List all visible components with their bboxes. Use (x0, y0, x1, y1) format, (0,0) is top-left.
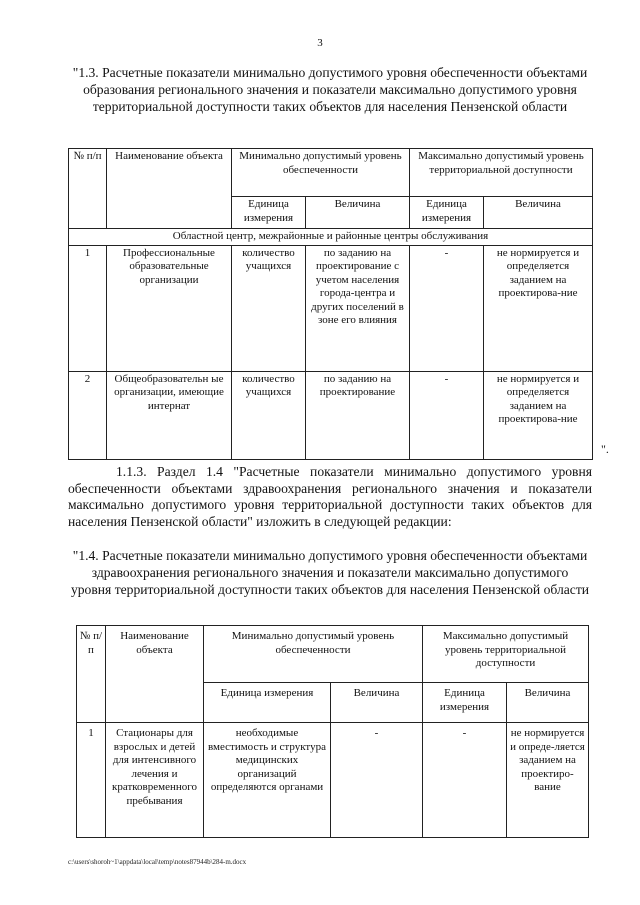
header-name: Наименование объекта (106, 626, 204, 723)
row-value-2: не нормируется и опреде-ляется заданием на проектиро-вание (507, 723, 589, 838)
header-value-2: Величина (484, 197, 593, 229)
header-unit-2: Единица измерения (423, 683, 507, 723)
page-number: 3 (317, 37, 323, 49)
row-unit-2: - (410, 371, 484, 459)
header-min-level: Минимально допустимый уровень обеспеченности (204, 626, 423, 683)
section-1-4-title: "1.4. Расчетные показатели минимально допустимого уровня обеспеченности объектами здравоохранения регионального значения и показатели максимально допустимого уровня территориальной доступности таких объектов для населения Пензенской области (70, 548, 590, 597)
row-unit-2: - (423, 723, 507, 838)
section-1-3-title: "1.3. Расчетные показатели минимально допустимого уровня обеспеченности объектами образования регионального значения и показатели максимально допустимого уровня территориальной доступности таких объектов для населения Пензенской области (72, 65, 588, 114)
amendment-paragraph: 1.1.3. Раздел 1.4 "Расчетные показатели минимально допустимого уровня обеспеченности объектами здравоохранения регионального значения и показатели максимально допустимого уровня территориальной доступности таких объектов для населения Пензенской области" изложить в следующей редакции: (68, 464, 592, 529)
header-min-level: Минимально допустимый уровень обеспеченности (232, 149, 410, 197)
row-value: по заданию на проектирование с учетом населения города-центра и других поселений в зоне его влияния (306, 245, 410, 371)
row-num: 1 (69, 245, 107, 371)
row-name: Стационары для взрослых и детей для интенсивного лечения и кратковременного пребывания (106, 723, 204, 838)
row-value: - (331, 723, 423, 838)
row-name: Общеобразовательн ые организации, имеющие интернат (107, 371, 232, 459)
row-unit: количество учащихся (232, 371, 306, 459)
closing-quote-mark: ". (601, 442, 609, 456)
row-num: 2 (69, 371, 107, 459)
table-row (69, 371, 593, 459)
header-unit: Единица измерения (204, 683, 331, 723)
education-table (68, 148, 593, 460)
healthcare-table (76, 625, 589, 838)
footer-file-path: c:\users\shoroh~1\appdata\local\temp\notes87944b\284-m.docx (68, 858, 247, 866)
header-unit-2: Единица измерения (410, 197, 484, 229)
table-group-row (69, 229, 593, 246)
row-value-2: не нормируется и определяется заданием на проектирова-ние (484, 245, 593, 371)
table-header-row (69, 149, 593, 197)
header-value-2: Величина (507, 683, 589, 723)
header-unit: Единица измерения (232, 197, 306, 229)
row-unit: необходимые вместимость и структура медицинских организаций определяются органами (204, 723, 331, 838)
header-value: Величина (306, 197, 410, 229)
header-num: № п/п (77, 626, 106, 723)
header-num: № п/п (69, 149, 107, 229)
header-max-level: Максимально допустимый уровень территориальной доступности (423, 626, 589, 683)
row-unit-2: - (410, 245, 484, 371)
group-row-label: Областной центр, межрайонные и районные центры обслуживания (69, 229, 593, 246)
table-row (77, 723, 589, 838)
header-name: Наименование объекта (107, 149, 232, 229)
row-value: по заданию на проектирование (306, 371, 410, 459)
row-value-2: не нормируется и определяется заданием на проектирова-ние (484, 371, 593, 459)
header-value: Величина (331, 683, 423, 723)
table-row (69, 245, 593, 371)
table-header-row (77, 626, 589, 683)
row-num: 1 (77, 723, 106, 838)
header-max-level: Максимально допустимый уровень территориальной доступности (410, 149, 593, 197)
row-unit: количество учащихся (232, 245, 306, 371)
row-name: Профессиональные образовательные организации (107, 245, 232, 371)
